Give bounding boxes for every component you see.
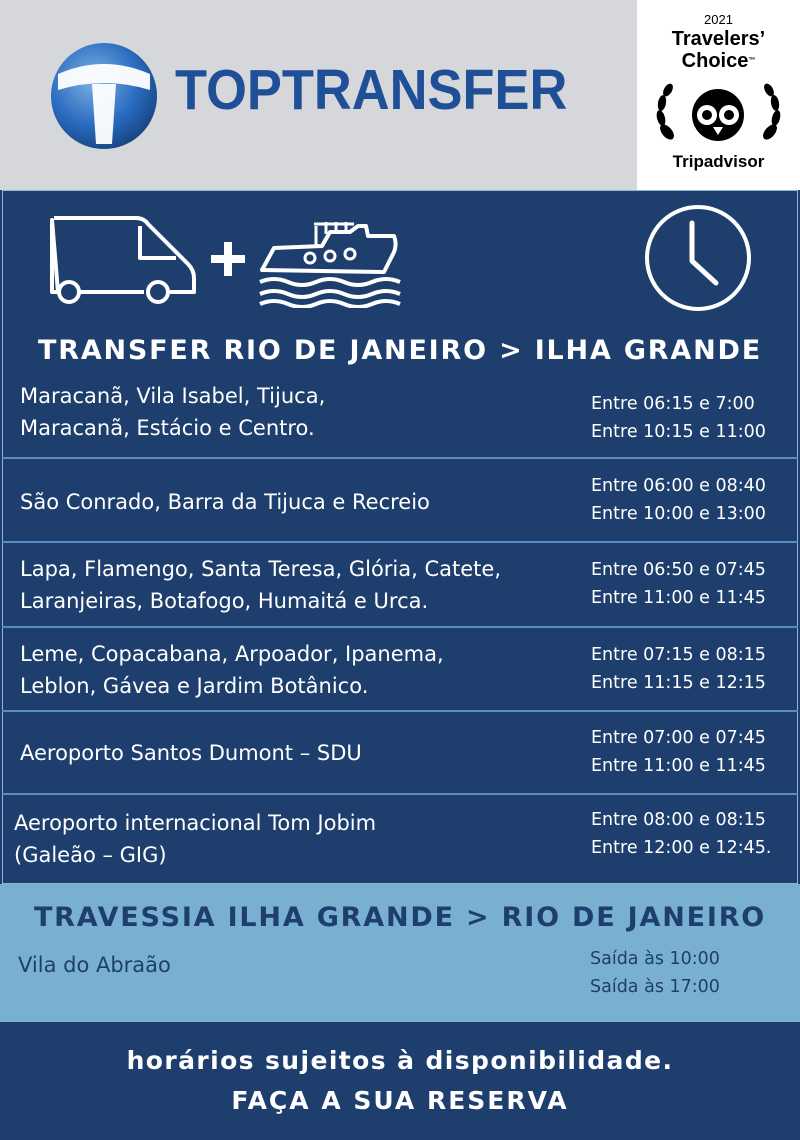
row-times	[591, 806, 771, 862]
plus-icon	[209, 240, 247, 278]
time-line: Entre 08:00 e 08:15	[591, 810, 766, 830]
location-line: Leblon, Gávea e Jardim Botânico.	[20, 674, 369, 698]
time-line: Entre 07:15 e 08:15	[591, 645, 766, 665]
time-line: Saída às 17:00	[590, 977, 720, 997]
award-tm: ™	[748, 57, 756, 64]
boat-icon	[254, 212, 404, 308]
brand-part-top: TOP	[175, 58, 282, 122]
table-row	[2, 628, 798, 712]
time-line: Entre 07:00 e 07:45	[591, 728, 766, 748]
time-line: Entre 06:00 e 08:40	[591, 476, 766, 496]
time-line: Entre 06:15 e 7:00	[591, 394, 755, 414]
table-row	[2, 543, 798, 628]
table-row	[2, 795, 798, 884]
row-location	[20, 486, 430, 518]
header-banner	[0, 0, 800, 190]
row-times	[591, 641, 766, 697]
time-line: Saída às 10:00	[590, 949, 720, 969]
location-line: Aeroporto internacional Tom Jobim	[14, 811, 377, 835]
row-location	[20, 638, 444, 702]
location-line: (Galeão – GIG)	[14, 843, 167, 867]
award-title	[637, 28, 800, 72]
tripadvisor-owl-icon	[651, 80, 786, 150]
location-line: São Conrado, Barra da Tijuca e Recreio	[20, 490, 430, 514]
time-line: Entre 10:15 e 11:00	[591, 422, 766, 442]
location-line: Lapa, Flamengo, Santa Teresa, Glória, Catete,	[20, 557, 501, 581]
location-line: Laranjeiras, Botafogo, Humaitá e Urca.	[20, 589, 429, 613]
crossing-title: TRAVESSIA ILHA GRANDE > RIO DE JANEIRO	[33, 902, 767, 933]
award-title-line1: Travelers’	[671, 28, 766, 50]
availability-note: horários sujeitos à disponibilidade.	[126, 1046, 674, 1075]
time-line: Entre 11:00 e 11:45	[591, 588, 766, 608]
award-provider: Tripadvisor	[672, 152, 765, 171]
van-icon	[48, 212, 200, 308]
crossing-times	[590, 945, 720, 1001]
time-line: Entre 11:00 e 11:45	[591, 756, 766, 776]
row-location	[14, 807, 376, 871]
clock-icon	[642, 203, 754, 313]
row-location	[20, 737, 362, 769]
location-line: Leme, Copacabana, Arpoador, Ipanema,	[20, 642, 444, 666]
row-times	[591, 556, 766, 612]
row-times	[591, 390, 766, 446]
time-line: Entre 06:50 e 07:45	[591, 560, 766, 580]
toptransfer-logo	[48, 40, 160, 152]
location-line: Maracanã, Vila Isabel, Tijuca,	[20, 384, 326, 408]
location-line: Maracanã, Estácio e Centro.	[20, 416, 315, 440]
award-title-line2: Choice	[681, 50, 749, 72]
row-times	[591, 472, 766, 528]
table-row	[2, 712, 798, 795]
time-line: Entre 11:15 e 12:15	[591, 673, 766, 693]
location-line: Aeroporto Santos Dumont – SDU	[20, 741, 362, 765]
time-line: Entre 10:00 e 13:00	[591, 504, 766, 524]
row-location	[20, 553, 501, 617]
crossing-location: Vila do Abraão	[18, 953, 171, 977]
booking-call-to-action: FAÇA A SUA RESERVA	[231, 1086, 569, 1115]
table-row	[2, 375, 798, 459]
award-year: 2021	[704, 12, 733, 27]
table-row	[2, 459, 798, 543]
brand-name	[175, 58, 568, 122]
transfer-title: TRANSFER RIO DE JANEIRO > ILHA GRANDE	[38, 335, 762, 366]
row-location	[20, 380, 325, 444]
brand-part-transfer: TRANSFER	[281, 58, 568, 122]
row-times	[591, 724, 766, 780]
time-line: Entre 12:00 e 12:45.	[591, 838, 772, 858]
tripadvisor-award	[637, 0, 800, 190]
